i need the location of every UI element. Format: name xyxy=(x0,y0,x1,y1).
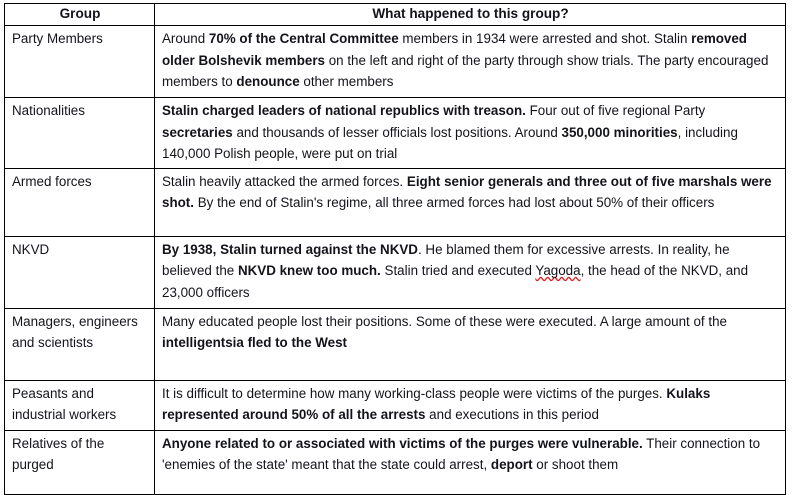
column-header-group: Group xyxy=(5,4,155,26)
emphasis-text: By 1938, Stalin turned against the NKVD xyxy=(162,241,418,257)
table-row xyxy=(5,236,786,308)
emphasis-text: 70% of the Central Committee xyxy=(208,31,399,46)
body-text: Stalin heavily attacked the armed forces. xyxy=(162,173,407,189)
table-row xyxy=(5,430,786,494)
table-header xyxy=(5,4,786,26)
column-header-what-happened: What happened to this group? xyxy=(155,4,786,26)
group-cell: Managers, engineers and scientists xyxy=(5,308,155,380)
purges-victims-table xyxy=(4,3,786,495)
table-header-row xyxy=(5,4,786,26)
table-row xyxy=(5,168,786,236)
emphasis-text: Kulaks represented around 50% of all the arrests xyxy=(162,385,711,422)
emphasis-text: Stalin charged leaders of national republics with treason. xyxy=(162,103,526,118)
emphasis-text: secretaries xyxy=(162,124,233,140)
body-text: Their connection to 'enemies of the state' meant that the state could arrest, xyxy=(162,435,761,472)
description-cell xyxy=(155,98,786,169)
body-text: Many educated people lost their positions. Some of these were executed. A large amount of the xyxy=(162,313,727,329)
misspelled-word: Yagoda xyxy=(535,263,581,278)
body-text: , the head of the NKVD, and 23,000 officers xyxy=(162,263,749,300)
body-text: on the left and right of the party through show trials. The party encouraged members to xyxy=(162,52,769,89)
group-cell: Relatives of the purged xyxy=(5,430,155,494)
body-text: It is difficult to determine how many working-class people were victims of the purges. xyxy=(162,385,667,401)
body-text: By the end of Stalin's regime, all three armed forces had lost about 50% of their officers xyxy=(194,195,715,210)
emphasis-text: intelligentsia fled to the West xyxy=(162,335,348,350)
group-cell: NKVD xyxy=(5,236,155,308)
table-row xyxy=(5,26,786,98)
body-text: Around xyxy=(162,31,209,46)
group-cell: Nationalities xyxy=(5,98,155,169)
description-cell xyxy=(155,308,786,380)
emphasis-text: Eight senior generals and three out of five marshals were shot. xyxy=(162,173,772,210)
body-text: or shoot them xyxy=(532,457,619,472)
emphasis-text: 350,000 minorities xyxy=(561,124,678,140)
table-row xyxy=(5,308,786,380)
body-text: and executions in this period xyxy=(425,407,599,422)
body-text: , including 140,000 Polish people, were put on trial xyxy=(162,124,738,161)
body-text: . He blamed them for excessive arrests. In reality, he believed the xyxy=(162,241,730,278)
emphasis-text: Anyone related to or associated with victims of the purges were vulnerable. xyxy=(162,435,643,451)
body-text: other members xyxy=(299,74,394,89)
emphasis-text: deport xyxy=(490,457,533,472)
description-cell xyxy=(155,168,786,236)
group-cell: Armed forces xyxy=(5,168,155,236)
group-cell: Peasants and industrial workers xyxy=(5,380,155,430)
emphasis-text: denounce xyxy=(236,74,300,89)
table-row xyxy=(5,380,786,430)
table-body xyxy=(5,26,786,495)
description-cell xyxy=(155,430,786,494)
body-text: and thousands of lesser officials lost positions. Around xyxy=(232,124,562,140)
body-text: Four out of five regional Party xyxy=(525,103,706,118)
table-row xyxy=(5,98,786,169)
description-cell xyxy=(155,236,786,308)
description-cell xyxy=(155,26,786,98)
description-cell xyxy=(155,380,786,430)
emphasis-text: NKVD knew too much. xyxy=(237,263,381,278)
emphasis-text: removed older Bolshevik members xyxy=(162,31,747,68)
group-cell: Party Members xyxy=(5,26,155,98)
body-text: Stalin tried and executed xyxy=(380,263,536,278)
body-text: members in 1934 were arrested and shot. Stalin xyxy=(398,31,692,46)
